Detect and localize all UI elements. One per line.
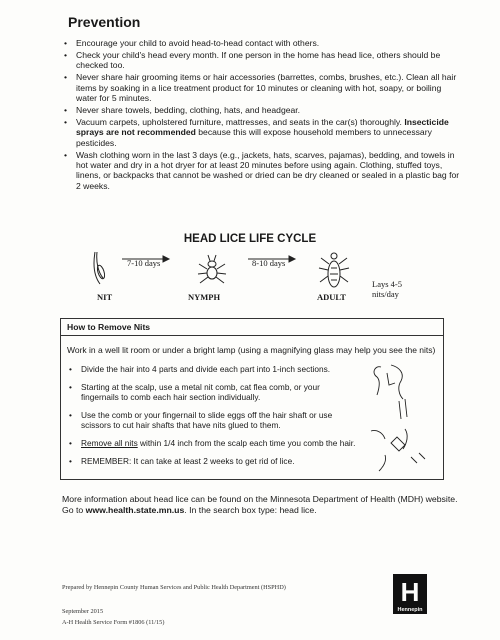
list-item: • Starting at the scalp, use a metal nit comb, cat flea comb, or your fingernails to comb each hair section individually. xyxy=(67,382,357,402)
website-text: www.health.state.mn.us xyxy=(85,505,185,515)
list-item: • Never share towels, bedding, clothing, hats, and headgear. xyxy=(62,105,462,115)
list-item xyxy=(67,438,357,448)
prevention-list xyxy=(62,38,462,193)
combing-illustration-icon xyxy=(361,359,439,477)
list-item: • Check your child's head every month. If one person in the home has head lice, others should be checked too. xyxy=(62,50,462,71)
list-text: Vacuum carpets, upholstered furniture, mattresses, and seats in the car(s) thoroughly. xyxy=(76,116,405,127)
stage-label: ADULT xyxy=(317,292,346,302)
info-text: More information about head lice can be found on the Minnesota Department of Health (MDH) website. Go to xyxy=(62,494,458,515)
prevention-heading: Prevention xyxy=(68,14,141,30)
arrow-label: 7-10 days xyxy=(127,258,161,268)
stage-label: NYMPH xyxy=(188,292,221,302)
box-heading: How to Remove Nits xyxy=(61,319,443,336)
list-item xyxy=(62,117,462,148)
box-intro: Work in a well lit room or under a bright lamp (using a magnifying glass may help you see the nits) xyxy=(67,345,436,355)
list-text: because this will expose household members to unnecessary pesticides. xyxy=(76,127,432,148)
remove-nits-box xyxy=(60,318,444,480)
list-item: • Divide the hair into 4 parts and divide each part into 1-inch sections. xyxy=(67,364,357,374)
hennepin-logo-icon xyxy=(393,574,427,614)
list-item: • Never share hair grooming items or hair accessories (barrettes, combs, brushes, etc.). Clean all hair items by soaking in a lice treatment product for 10 minutes or cleaning with hot, soapy, or boiling water for 5 minutes. xyxy=(62,72,462,103)
emphasis-text: Remove all nits xyxy=(81,438,138,448)
publication-date: September 2015 xyxy=(62,608,104,615)
nymph-icon xyxy=(198,255,226,283)
more-info-paragraph xyxy=(62,494,462,516)
logo-letter: H xyxy=(400,577,420,607)
remove-steps xyxy=(67,364,357,474)
logo-text: Hennepin xyxy=(397,607,423,613)
life-cycle-diagram xyxy=(0,250,500,320)
stage-label: NIT xyxy=(97,292,113,302)
list-item: • Wash clothing worn in the last 3 days (e.g., jackets, hats, scarves, pajamas), bedding, and towels in hot water and dry in a hot dryer for at least 20 minutes before using again. Clothing, stuffed toys, linens, or backpacks that cannot be washed or dried can be dry cleaned or sealed in a plastic bag for 2 weeks. xyxy=(62,150,462,192)
list-item: • Use the comb or your fingernail to slide eggs off the hair shaft or use scissors to cut hair shafts that have nits glued to them. xyxy=(67,410,357,430)
info-text: . In the search box type: head lice. xyxy=(184,505,317,515)
list-item: • REMEMBER: It can take at least 2 weeks to get rid of lice. xyxy=(67,456,357,466)
warning-text: Insecticide sprays are not recommended xyxy=(76,116,449,138)
lays-note xyxy=(372,279,402,299)
nit-icon xyxy=(94,252,106,284)
lays-line: nits/day xyxy=(372,289,399,299)
form-number: A-H Health Service Form #1806 (11/15) xyxy=(62,619,165,626)
list-text: within 1/4 inch from the scalp each time you comb the hair. xyxy=(137,438,356,448)
arrow-label: 8-10 days xyxy=(252,258,286,268)
life-cycle-title: HEAD LICE LIFE CYCLE xyxy=(183,233,317,245)
prepared-by: Prepared by Hennepin County Human Services and Public Health Department (HSPHD) xyxy=(62,584,286,591)
lays-line: Lays 4-5 xyxy=(372,279,402,289)
adult-louse-icon xyxy=(319,253,349,287)
list-item: • Encourage your child to avoid head-to-head contact with others. xyxy=(62,38,462,48)
